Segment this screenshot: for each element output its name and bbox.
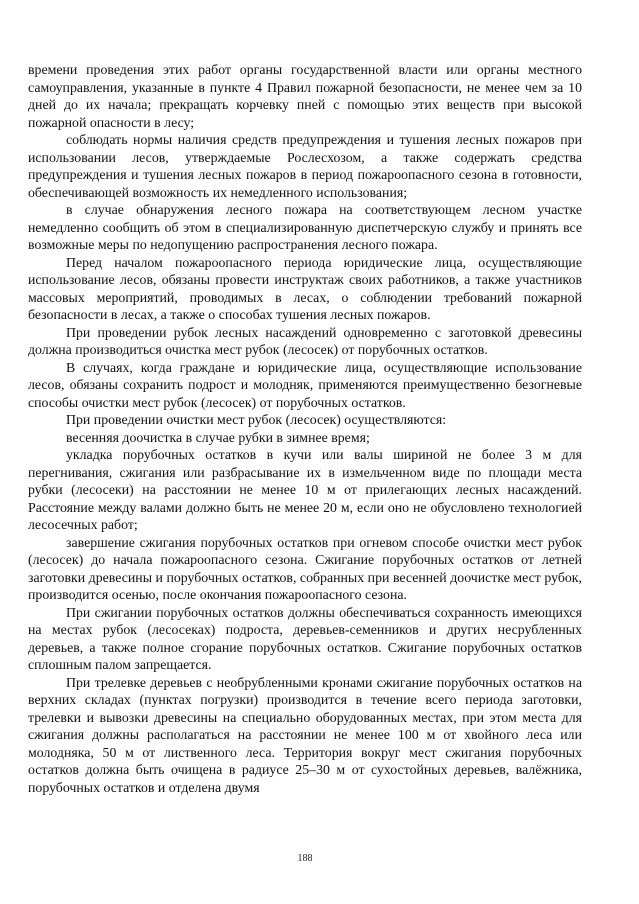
- page-number: 188: [297, 853, 313, 864]
- paragraph: При сжигании порубочных остатков должны обеспечиваться сохранность имеющихся на местах рубок (лесосеках) подроста, деревьев-семенников и других несрубленных деревьев, а также полное сгорание порубочных остатков. Сжигание порубочных остатков сплошным палом запрещается.: [28, 604, 582, 672]
- paragraph: При проведении очистки мест рубок (лесосек) осуществляются:: [66, 412, 447, 427]
- paragraph: завершение сжигания порубочных остатков при огневом способе очистки мест рубок (лесосек) до начала пожароопасного сезона. Сжигание порубочных остатков от летней заготовки древесины и порубочных остатков, собранных при весенней доочистке мест рубок, производится осенью, после окончания пожароопасного сезона.: [28, 534, 582, 602]
- paragraph: в случае обнаружения лесного пожара на соответствующем лесном участке немедленно сообщить об этом в специализированную диспетчерскую службу и принять все возможные меры по недопущению распространения лесного пожара.: [28, 202, 582, 252]
- paragraph-continuation: времени проведения этих работ органы государственной власти или органы местного самоуправления, указанные в пункте 4 Правил пожарной безопасности, не менее чем за 10 дней до их начала; прекращать корчевку пней с помощью этих веществ при высокой пожарной опасности в лесу;: [28, 62, 582, 130]
- paragraph: Перед началом пожароопасного периода юридические лица, осуществляющие использование лесов, обязаны провести инструктаж своих работников, а также участников массовых мероприятий, проводимых в лесах, о соблюдении требований пожарной безопасности в лесах, а также о способах тушения лесных пожаров.: [28, 254, 582, 322]
- paragraph: В случаях, когда граждане и юридические лица, осуществляющие использование лесов, обязаны сохранить подрост и молодняк, применяются преимущественно безогневые способы очистки мест рубок (лесосек) от порубочных остатков.: [28, 359, 582, 410]
- paragraph: При трелевке деревьев с необрубленными кронами сжигание порубочных остатков на верхних складах (пунктах погрузки) производится в течение всего периода заготовки, трелевки и вывозки древесины на специально оборудованных местах, при этом места для сжигания должны располагаться на расстоянии не менее 100 м от хвойного леса или молодняка, 50 м от лиственного леса. Территория вокруг мест сжигания порубочных остатков должна быть очищена в радиусе 25–30 м от сухостойных деревьев, валёжника, порубочных остатков и отделена двумя: [28, 674, 582, 795]
- paragraph: укладка порубочных остатков в кучи или валы шириной не более 3 м для перегнивания, сжигания или разбрасывание их в измельченном виде по площади места рубки (лесосеки) на расстоянии не менее 10 м от прилегающих лесных насаждений. Расстояние между валами должно быть не менее 20 м, если оно не обусловлено технологией лесосечных работ;: [28, 447, 582, 532]
- paragraph: весенняя доочистка в случае рубки в зимнее время;: [66, 429, 370, 445]
- paragraph: соблюдать нормы наличия средств предупреждения и тушения лесных пожаров при использовании лесов, утверждаемые Рослесхозом, а также содержать средства предупреждения и тушения лесных пожаров в период пожароопасного сезона в готовности, обеспечивающей возможность их немедленного использования;: [28, 132, 582, 200]
- body-text: [28, 61, 582, 796]
- paragraph: При проведении рубок лесных насаждений одновременно с заготовкой древесины должна производиться очистка мест рубок (лесосек) от порубочных остатков.: [28, 324, 582, 357]
